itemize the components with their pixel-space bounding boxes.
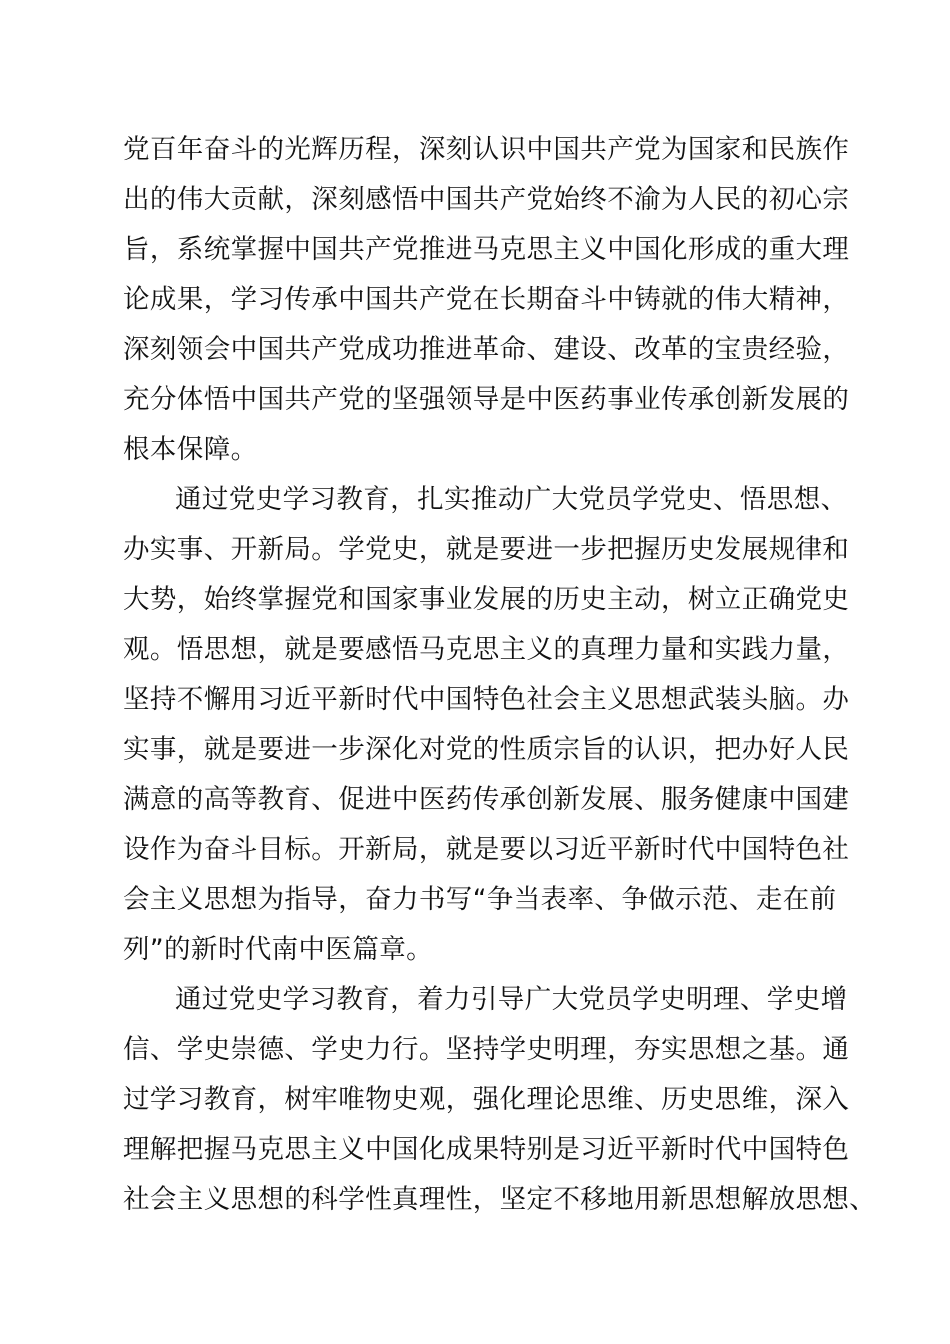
text-line: 会主义思想为指导，奋力书写“争当表率、争做示范、走在前 bbox=[123, 884, 837, 915]
paragraph-first-line: 通过党史学习教育，着力引导广大党员学史明理、学史增 bbox=[175, 984, 848, 1015]
text-line: 大势，始终掌握党和国家事业发展的历史主动，树立正确党史 bbox=[123, 584, 850, 615]
text-line: 坚持不懈用习近平新时代中国特色社会主义思想武装头脑。办 bbox=[123, 684, 850, 715]
text-line: 社会主义思想的科学性真理性，坚定不移地用新思想解放思想、 bbox=[123, 1184, 877, 1215]
text-line: 列”的新时代南中医篇章。 bbox=[123, 934, 434, 965]
text-line: 设作为奋斗目标。开新局，就是要以习近平新时代中国特色社 bbox=[123, 834, 850, 865]
text-line: 过学习教育，树牢唯物史观，强化理论思维、历史思维，深入 bbox=[123, 1084, 850, 1115]
paragraph-first-line: 通过党史学习教育，扎实推动广大党员学党史、悟思想、 bbox=[175, 484, 848, 515]
text-line: 论成果，学习传承中国共产党在长期奋斗中铸就的伟大精神， bbox=[123, 284, 850, 315]
text-line: 充分体悟中国共产党的坚强领导是中医药事业传承创新发展的 bbox=[123, 384, 850, 415]
text-line: 实事，就是要进一步深化对党的性质宗旨的认识，把办好人民 bbox=[123, 734, 850, 765]
text-line: 满意的高等教育、促进中医药传承创新发展、服务健康中国建 bbox=[123, 784, 850, 815]
text-line: 办实事、开新局。学党史，就是要进一步把握历史发展规律和 bbox=[123, 534, 850, 565]
text-line: 深刻领会中国共产党成功推进革命、建设、改革的宝贵经验， bbox=[123, 334, 850, 365]
text-line: 旨，系统掌握中国共产党推进马克思主义中国化形成的重大理 bbox=[123, 234, 850, 265]
text-line: 根本保障。 bbox=[123, 434, 258, 465]
text-line: 理解把握马克思主义中国化成果特别是习近平新时代中国特色 bbox=[123, 1134, 850, 1165]
text-line: 党百年奋斗的光辉历程，深刻认识中国共产党为国家和民族作 bbox=[123, 134, 850, 165]
text-line: 出的伟大贡献，深刻感悟中国共产党始终不渝为人民的初心宗 bbox=[123, 184, 850, 215]
text-line: 信、学史崇德、学史力行。坚持学史明理，夯实思想之基。通 bbox=[123, 1034, 850, 1065]
text-line: 观。悟思想，就是要感悟马克思主义的真理力量和实践力量， bbox=[123, 634, 850, 665]
